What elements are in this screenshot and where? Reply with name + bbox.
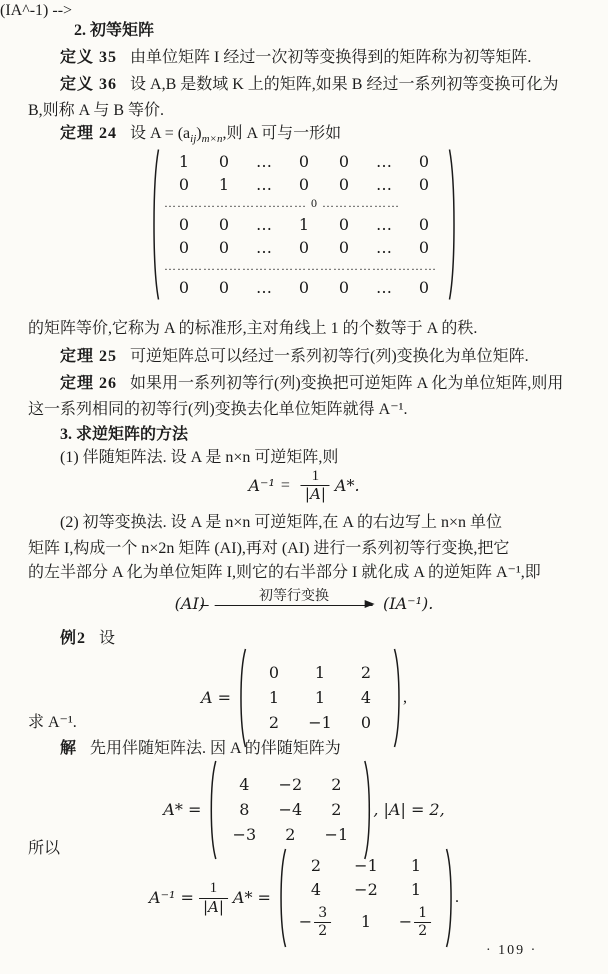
arrow-right-term: (IA⁻¹). [383, 594, 434, 613]
therefore-text: 所以 [28, 840, 61, 857]
labeled-arrow [215, 588, 373, 615]
formula-lhs: A⁻¹ [248, 475, 275, 495]
section-heading-3 [60, 424, 188, 446]
method-2-line1 [60, 512, 502, 534]
right-paren-icon [445, 848, 455, 948]
matrix-row: 2 −1 0 [268, 713, 372, 732]
inverse-lhs: A⁻¹ = [149, 888, 194, 907]
right-arrow-icon [215, 605, 373, 615]
theorem-26-line1 [60, 373, 563, 395]
matrix-row: 8 −4 2 [239, 800, 342, 819]
definition-36-text2: B,则称 A 与 B 等价. [28, 102, 165, 119]
adjugate-formula [248, 468, 359, 504]
standard-form-note-text: 的矩阵等价,它称为 A 的标准形,主对角线上 1 的个数等于 A 的秩. [28, 320, 478, 337]
solution-label: 解 [60, 740, 78, 757]
matrix-row: − $\frac{3}{2}$ 1 − $\frac{1}{2}$ [291, 902, 441, 942]
matrix-row: 0 0 … 0 0 … 0 [178, 277, 430, 297]
theorem-24-post: ,则 A 可与一形如 [222, 125, 342, 142]
matrix-row: 4 −2 1 [310, 880, 422, 899]
equals-sign: = [280, 476, 290, 494]
method-2-text2: 矩阵 I,构成一个 n×2n 矩阵 (AI),再对 (AI) 进行一系列初等行变换,把它 [28, 540, 510, 557]
matrix-row: 0 1 … 0 0 … 0 [178, 174, 430, 194]
matrix-A-lhs: A = [200, 688, 232, 707]
theorem-26-text1: 如果用一系列初等行(列)变换把可逆矩阵 A 化为单位矩阵,则用 [130, 375, 564, 392]
page-number [486, 940, 537, 962]
matrix-row: 0 0 … 0 0 … 0 [178, 237, 430, 257]
theorem-24-mid: ) [196, 125, 202, 142]
example-2-text: 设 [99, 630, 116, 647]
inverse-matrix-equation [149, 848, 459, 948]
theorem-24-pre: 设 A = (a [130, 125, 191, 142]
left-paren-icon [237, 648, 247, 748]
find-inverse-line [28, 712, 77, 734]
matrix-row: 0 1 2 [268, 663, 372, 682]
arrow-label: 初等行变换 [259, 589, 330, 604]
method-2-text3: 的左半部分 A 化为单位矩阵 I,则它的右半部分 I 就化成 A 的逆矩阵 A⁻¹,即 [28, 564, 541, 581]
subscript-mxn: m×n [201, 133, 223, 146]
theorem-24-label: 定理 24 [60, 125, 118, 142]
right-paren-icon [448, 148, 458, 301]
definition-35-text: 由单位矩阵 I 经过一次初等变换得到的矩阵称为初等矩阵. [130, 49, 532, 66]
fraction-one-over-detA: $\frac{1}{|A|}$ [301, 468, 330, 504]
right-paren-icon [363, 760, 373, 860]
definition-36-text1: 设 A,B 是数域 K 上的矩阵,如果 B 经过一系列初等变换可化为 [130, 76, 559, 93]
inverse-mid: A* = [232, 888, 271, 907]
matrix-row: 1 0 … 0 0 … 0 [178, 151, 430, 171]
example-2 [60, 628, 115, 650]
trailing-comma: , [403, 689, 408, 706]
definition-35-label: 定义 35 [60, 49, 118, 66]
theorem-25 [60, 346, 529, 368]
definition-35 [60, 47, 531, 69]
row-transform-arrow-formula [175, 588, 434, 616]
method-2-line3 [28, 562, 541, 584]
theorem-24 [60, 123, 341, 150]
definition-36-line1 [60, 74, 558, 96]
definition-36-line2 [28, 100, 164, 122]
page-number-text: · 109 · [486, 943, 538, 958]
minus-sign: − [398, 912, 413, 931]
minus-sign: − [298, 912, 313, 931]
adjugate-lhs: A* = [163, 800, 202, 819]
matrix-dots-row: …………………………… 0 ……………… [164, 196, 400, 210]
section-heading-3-text: 3. 求逆矩阵的方法 [60, 426, 189, 443]
matrix-row: 4 −2 2 [239, 775, 342, 794]
method-2-line2 [28, 538, 509, 560]
solution-text: 先用伴随矩阵法. 因 A 的伴随矩阵为 [90, 740, 341, 757]
theorem-25-text: 可逆矩阵总可以经过一系列初等行(列)变换化为单位矩阵. [130, 348, 529, 365]
solution-line [60, 738, 341, 760]
left-paren-icon [277, 848, 287, 948]
adjugate-matrix-equation [163, 760, 444, 860]
matrix-A-equation [201, 648, 407, 748]
matrix-row: 0 0 … 1 0 … 0 [178, 214, 430, 234]
determinant-value: , |A| = 2, [373, 800, 445, 819]
matrix-row: −3 2 −1 [232, 825, 349, 844]
theorem-25-label: 定理 25 [60, 348, 118, 365]
section-heading-2-text: 2. 初等矩阵 [74, 22, 155, 39]
matrix-row: 1 1 4 [268, 688, 372, 707]
subscript-ij: ij [190, 133, 197, 146]
left-paren-icon [150, 148, 160, 301]
theorem-26-text2: 这一系列相同的初等行(列)变换去化单位矩阵就得 A⁻¹. [28, 401, 408, 418]
standard-form-matrix [150, 148, 458, 301]
trailing-period: . [454, 889, 459, 906]
right-paren-icon [393, 648, 403, 748]
therefore-line [28, 838, 60, 860]
fraction-cell: − $\frac{1}{2}$ [391, 905, 441, 938]
method-1-adjugate [60, 447, 338, 469]
method-2-text1: (2) 初等变换法. 设 A 是 n×n 可逆矩阵,在 A 的右边写上 n×n 单位 [60, 514, 503, 531]
section-heading-2 [74, 20, 154, 42]
method-1-text: (1) 伴随矩阵法. 设 A 是 n×n 可逆矩阵,则 [60, 449, 339, 466]
formula-rhs: A*. [334, 475, 360, 495]
definition-36-label: 定义 36 [60, 76, 118, 93]
matrix-dots-row: ……………………………………………………… [164, 259, 437, 273]
theorem-26-label: 定理 26 [60, 375, 118, 392]
standard-form-note [28, 318, 477, 340]
example-2-label: 例2 [60, 630, 87, 647]
arrow-left-term: (AI) [174, 594, 206, 613]
find-inverse-text: 求 A⁻¹. [28, 714, 77, 731]
textbook-page: 2. 初等矩阵 定义 35 由单位矩阵 I 经过一次初等变换得到的矩阵称为初等矩阵. 定义 36 设 A,B 是数域 K 上的矩阵,如果 B 经过一系列初等变换可化为 B,则称 A 与 B 等价. 定理 24 设 $A = (a_{ij})_{m\times n}$,则 A 可与一形如 1 0 … 0 0 … 0 0 1 … 0 0 … 0 …………………………… 0 ……………… 0 0 … 1 0 … 0 0 0 … 0 0 … 0 ……………………………………………………… 0 0 … 0 0 … 0 的矩阵等价,它称为 A 的标准形,主对角线上 1 的个数等于 A 的秩. 定理 25 可逆矩阵总可以经过一系列初等行(列)变换化为单位矩阵. 定理 26 如果用一系列初等行(列)变换把可逆矩阵 A 化为单位矩阵,则用 这一系列相同的初等行(列)变换去化单位矩阵就得 A⁻¹. 3. 求逆矩阵的方法 (1) 伴随矩阵法. 设 A 是 n×n 可逆矩阵,则 A⁻¹ = $\frac{1}{|A|}$ A*. (2) 初等变换法. 设 A 是 n×n 可逆矩阵,在 A 的右边写上 n×n 单位 矩阵 I,构成一个 n×2n 矩阵 (AI),再对 (AI) 进行一系列初等行变换,把它 的左半部分 A 化为单位矩阵 I,则它的右半部分 I 就化成 A 的逆矩阵 A⁻¹,即 (IA^-1) --> (AI) 初等行变换 (IA⁻¹). 例2 设 A = 0 1 2 1 1 4 2 −1 0 , 求 A⁻¹. 解 先用伴随矩阵法. 因 A 的伴随矩阵为 A* = 4 −2 2 8 −4 2 −3 2 −1 , |A| = 2, 所以 A⁻¹ = $\frac{1}{|A|}$ A* = 2 −1 1 4 −2 1 − $\frac{3}{2}$ 1 − $\frac{1}{2}$ . · 109 · [0, 0, 608, 974]
left-paren-icon [207, 760, 217, 860]
fraction-one-over-detA: $\frac{1}{|A|}$ [199, 880, 228, 916]
theorem-26-line2 [28, 399, 407, 421]
matrix-row: 2 −1 1 [310, 856, 422, 875]
fraction-cell: − $\frac{3}{2}$ [291, 905, 341, 938]
